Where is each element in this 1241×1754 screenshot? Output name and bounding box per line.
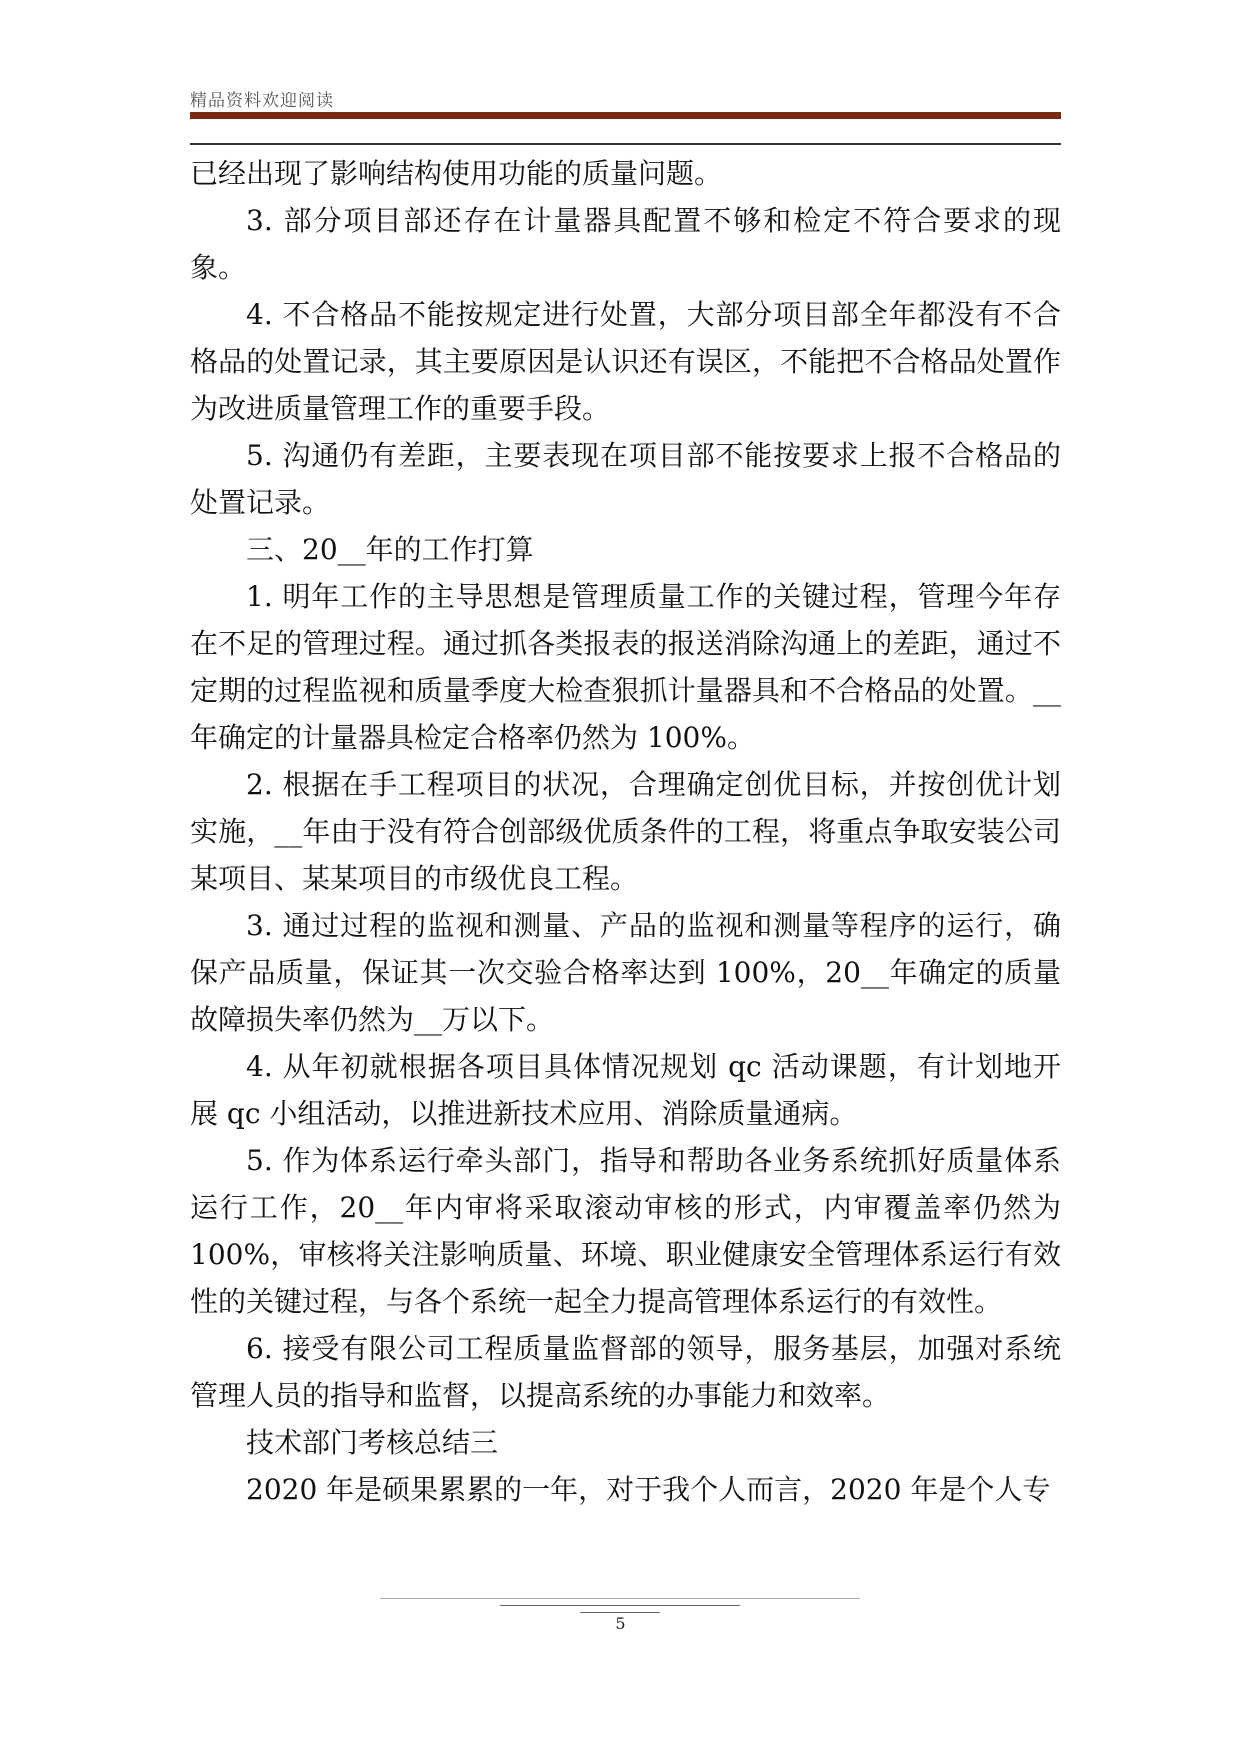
paragraph-plan-3: 3. 通过过程的监视和测量、产品的监视和测量等程序的运行，确保产品质量，保证其一次交验合格率达到 100%，20__年确定的质量故障损失率仍然为__万以下。	[190, 909, 1061, 1036]
paragraph-plan-4: 4. 从年初就根据各项目具体情况规划 qc 活动课题，有计划地开展 qc 小组活动，以推进新技术应用、消除质量通病。	[190, 1050, 1061, 1130]
footer-rule	[580, 1612, 660, 1613]
section-heading-summary-three: 技术部门考核总结三	[246, 1426, 499, 1459]
paragraph-plan-5: 5. 作为体系运行牵头部门，指导和帮助各业务系统抓好质量体系运行工作，20__年内审将采取滚动审核的形式，内审覆盖率仍然为 100%，审核将关注影响质量、环境、职业健康安全管理体系运行有效性的关键过程，与各个系统一起全力提高管理体系运行的有效性。	[190, 1144, 1061, 1318]
paragraph-item-5-communication: 5. 沟通仍有差距，主要表现在项目部不能按要求上报不合格品的处置记录。	[190, 439, 1061, 519]
paragraph-plan-6: 6. 接受有限公司工程质量监督部的领导，服务基层，加强对系统管理人员的指导和监督，以提高系统的办事能力和效率。	[190, 1332, 1061, 1412]
paragraph-plan-1: 1. 明年工作的主导思想是管理质量工作的关键过程，管理今年存在不足的管理过程。通过抓各类报表的报送消除沟通上的差距，通过不定期的过程监视和质量季度大检查狠抓计量器具和不合格品的处置。__年确定的计量器具检定合格率仍然为 100%。	[190, 580, 1061, 754]
page-number: 5	[615, 1614, 626, 1633]
paragraph-item-3-measuring: 3. 部分项目部还存在计量器具配置不够和检定不符合要求的现象。	[190, 204, 1061, 284]
header-rule-thick	[190, 112, 1061, 119]
document-body	[190, 150, 1061, 1513]
paragraph-continuation: 已经出现了影响结构使用功能的质量问题。	[190, 157, 723, 190]
paragraph-item-4-nonconforming: 4. 不合格品不能按规定进行处置，大部分项目部全年都没有不合格品的处置记录，其主要原因是认识还有误区，不能把不合格品处置作为改进质量管理工作的重要手段。	[190, 298, 1061, 425]
footer-rule	[380, 1598, 860, 1599]
paragraph-summary-intro: 2020 年是硕果累累的一年，对于我个人而言，2020 年是个人专	[246, 1473, 1051, 1506]
paragraph-plan-2: 2. 根据在手工程项目的状况，合理确定创优目标，并按创优计划实施，__年由于没有符合创部级优质条件的工程，将重点争取安装公司某项目、某某项目的市级优良工程。	[190, 768, 1061, 895]
footer-rule	[500, 1605, 740, 1606]
section-heading-plan: 三、20__年的工作打算	[246, 533, 534, 566]
page-header-title: 精品资料欢迎阅读	[190, 91, 334, 111]
header-rule-thin	[190, 143, 1061, 145]
